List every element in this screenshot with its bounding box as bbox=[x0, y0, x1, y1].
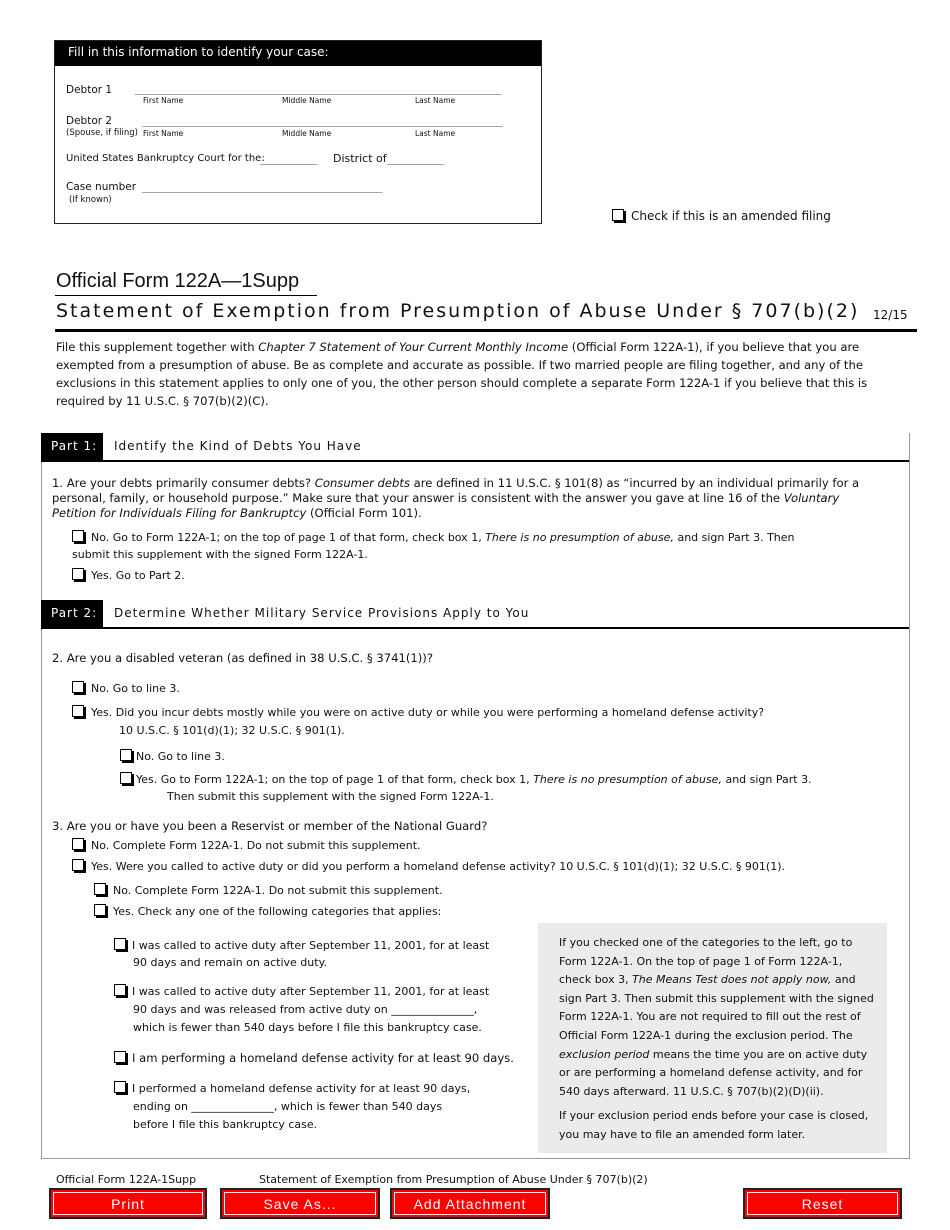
q3-yes-checkbox[interactable] bbox=[72, 859, 84, 871]
q2-sub-no-option[interactable]: No. Go to line 3. bbox=[120, 748, 225, 765]
reset-button[interactable]: Reset bbox=[745, 1190, 900, 1217]
title-divider bbox=[55, 329, 917, 332]
category-1-continued: 90 days and remain on active duty. bbox=[133, 956, 328, 969]
q3-sub-no-checkbox[interactable] bbox=[94, 883, 106, 895]
category-4-continued: before I file this bankruptcy case. bbox=[133, 1118, 318, 1131]
question-2: 2. Are you a disabled veteran (as defined in 38 U.S.C. § 3741(1))? bbox=[52, 651, 433, 665]
q3-no-option[interactable]: No. Complete Form 122A-1. Do not submit this supplement. bbox=[72, 837, 421, 854]
exclusion-info-text: If you checked one of the categories to the left, go to Form 122A-1. On the top of page 1 of Form 122A-1, check box 3, The Means Test does not apply now, and sign Part 3. Then submit this supplement with the signed Form 122A-1. You are not required to fill out the rest of Official Form 122A-1 during the exclusion period. The exclusion period means the time you are on active duty or are performing a homeland defense activity, and for 540 days afterward. 11 U.S.C. § 707(b)(2)(D)(ii). bbox=[559, 936, 874, 1098]
q3-sub-yes-option[interactable]: Yes. Check any one of the following categories that applies: bbox=[94, 903, 441, 920]
q1-no-option[interactable]: No. Go to Form 122A-1; on the top of page 1 of that form, check box 1, There is no presumption of abuse, and sign Part 3. Then submit this supplement with the signed Form 122A-1. bbox=[72, 531, 795, 561]
q2-yes-option[interactable]: Yes. Did you incur debts mostly while you were on active duty or while you were performing a homeland defense activity? bbox=[72, 704, 764, 721]
part1-title: Identify the Kind of Debts You Have bbox=[114, 439, 362, 453]
q1-yes-checkbox[interactable] bbox=[72, 568, 84, 580]
exclusion-amend-note: If your exclusion period ends before your case is closed, you may have to file an amended form later. bbox=[559, 1109, 869, 1141]
form-number: Official Form 122A—1Supp bbox=[56, 270, 300, 292]
case-number-field[interactable]: __________________________________________ bbox=[142, 182, 383, 193]
amended-filing-checkbox[interactable] bbox=[612, 209, 624, 221]
q3-yes-option[interactable]: Yes. Were you called to active duty or did you perform a homeland defense activity? 10 U.S.C. § 101(d)(1); 32 U.S.C. § 901(1). bbox=[72, 858, 785, 875]
q2-sub-yes-option[interactable]: Yes. Go to Form 122A-1; on the top of page 1 of that form, check box 1, There is no presumption of abuse, and sign Part 3. bbox=[120, 771, 812, 788]
district-field[interactable]: __________ bbox=[387, 154, 445, 165]
footer-form-title: Statement of Exemption from Presumption of Abuse Under § 707(b)(2) bbox=[259, 1173, 648, 1186]
part1-tag: Part 1: bbox=[41, 433, 103, 460]
court-label: United States Bankruptcy Court for the: bbox=[66, 153, 265, 164]
part2-tag: Part 2: bbox=[41, 600, 103, 627]
case-number-label: Case number bbox=[66, 181, 137, 193]
exclusion-info-box bbox=[538, 923, 887, 1153]
q2-sub-no-checkbox[interactable] bbox=[120, 749, 132, 761]
form-title: Statement of Exemption from Presumption of Abuse Under § 707(b)(2) bbox=[56, 300, 860, 322]
debtor2-label: Debtor 2 bbox=[66, 115, 113, 127]
part2-header bbox=[41, 600, 909, 629]
category-2-continued: which is fewer than 540 days before I file this bankruptcy case. bbox=[133, 1021, 482, 1034]
q1-no-checkbox[interactable] bbox=[72, 530, 84, 542]
save-as-button[interactable]: Save As... bbox=[222, 1190, 378, 1217]
debtor2-middle-name-caption: Middle Name bbox=[282, 129, 332, 138]
question-1: 1. Are your debts primarily consumer debts? Consumer debts are defined in 11 U.S.C. § 101(8) as “incurred by an individual primarily for a personal, family, or household purpose.” Make sure that your answer is consistent with the answer you gave at line 16 of the Voluntary Petition for Individuals Filing for Bankruptcy (Official Form 101). bbox=[52, 476, 860, 520]
category-4-checkbox[interactable] bbox=[114, 1081, 126, 1093]
q3-no-checkbox[interactable] bbox=[72, 838, 84, 850]
category-2-option[interactable]: I was called to active duty after September 11, 2001, for at least bbox=[114, 983, 489, 1000]
form-number-underline bbox=[55, 295, 317, 296]
case-info-header: Fill in this information to identify your case: bbox=[55, 41, 541, 66]
debtor1-last-name-caption: Last Name bbox=[415, 96, 456, 105]
part2-title: Determine Whether Military Service Provisions Apply to You bbox=[114, 606, 530, 620]
q2-no-checkbox[interactable] bbox=[72, 681, 84, 693]
q3-sub-no-option[interactable]: No. Complete Form 122A-1. Do not submit this supplement. bbox=[94, 882, 443, 899]
category-1-checkbox[interactable] bbox=[114, 938, 126, 950]
category-3-checkbox[interactable] bbox=[114, 1051, 126, 1063]
category-4-option[interactable]: I performed a homeland defense activity for at least 90 days, bbox=[114, 1080, 470, 1097]
footer-form-number: Official Form 122A-1Supp bbox=[56, 1173, 197, 1186]
q2-yes-checkbox[interactable] bbox=[72, 705, 84, 717]
debtor2-first-name-caption: First Name bbox=[143, 129, 184, 138]
debtor2-last-name-caption: Last Name bbox=[415, 129, 456, 138]
q1-yes-option[interactable]: Yes. Go to Part 2. bbox=[72, 567, 185, 584]
add-attachment-button[interactable]: Add Attachment bbox=[392, 1190, 548, 1217]
court-field[interactable]: __________ bbox=[260, 154, 318, 165]
intro-paragraph: File this supplement together with Chapter 7 Statement of Your Current Monthly Income (Official Form 122A-1), if you believe that you are exempted from a presumption of abuse. Be as complete and accurate as possible. If two married people are filing together, and any of the exclusions in this statement applies to only one of you, the other person should complete a separate Form 122A-1 if you believe that this is required by 11 U.S.C. § 707(b)(2)(C). bbox=[56, 340, 868, 408]
debtor2-sublabel: (Spouse, if filing) bbox=[66, 128, 138, 138]
q2-sub-yes-continued: Then submit this supplement with the signed Form 122A-1. bbox=[167, 790, 494, 803]
debtor1-label: Debtor 1 bbox=[66, 84, 113, 96]
q2-no-option[interactable]: No. Go to line 3. bbox=[72, 680, 180, 697]
category-3-option[interactable]: I am performing a homeland defense activity for at least 90 days. bbox=[114, 1050, 514, 1067]
category-1-option[interactable]: I was called to active duty after September 11, 2001, for at least bbox=[114, 937, 489, 954]
question-3: 3. Are you or have you been a Reservist or member of the National Guard? bbox=[52, 819, 488, 833]
debtor2-name-field[interactable]: _______________________________________________________________ bbox=[142, 116, 503, 127]
q2-yes-citation: 10 U.S.C. § 101(d)(1); 32 U.S.C. § 901(1). bbox=[119, 724, 345, 737]
print-button[interactable]: Print bbox=[51, 1190, 205, 1217]
form-version: 12/15 bbox=[873, 308, 908, 322]
amended-filing-option[interactable] bbox=[612, 209, 831, 223]
district-label: District of bbox=[333, 152, 387, 165]
debtor1-first-name-caption: First Name bbox=[143, 96, 184, 105]
q2-sub-yes-checkbox[interactable] bbox=[120, 772, 132, 784]
debtor1-middle-name-caption: Middle Name bbox=[282, 96, 332, 105]
amended-filing-label: Check if this is an amended filing bbox=[631, 209, 831, 223]
category-2-release-date[interactable]: 90 days and was released from active duty on _______________, bbox=[133, 1003, 478, 1016]
q3-sub-yes-checkbox[interactable] bbox=[94, 904, 106, 916]
category-4-end-date[interactable]: ending on _______________, which is fewer than 540 days bbox=[133, 1100, 443, 1113]
part1-header bbox=[41, 433, 909, 462]
category-2-checkbox[interactable] bbox=[114, 984, 126, 996]
debtor1-name-field[interactable]: ________________________________________________________________ bbox=[135, 84, 502, 95]
case-number-sublabel: (If known) bbox=[69, 195, 112, 205]
